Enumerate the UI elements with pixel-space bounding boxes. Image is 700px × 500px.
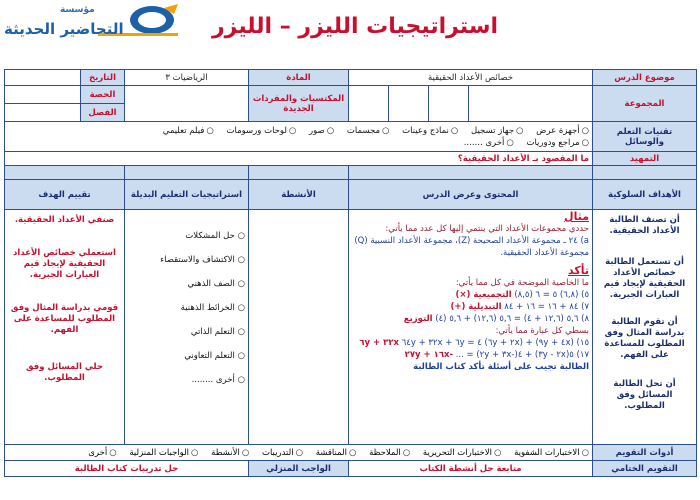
vocab-label: المكتسبات والمفردات الجديدة xyxy=(249,86,349,122)
objective-item: أن تصنف الطالبة الأعداد الحقيقية. xyxy=(609,215,680,236)
check-property: التبديلية (+) xyxy=(450,302,502,312)
check-expr: ٧) ٨٤ + ١٦ = ١٦ + ٨٤ xyxy=(504,302,590,312)
simplify-expr: ١٧) ٥(٢x - ٣y) + ٤(-٣x + ٢y) = ... xyxy=(455,350,590,360)
homework-value: حل تدريبات كتاب الطالبة xyxy=(5,461,249,477)
date-label: التاريخ xyxy=(81,70,125,86)
intro-question: ما المقصود بـ الأعداد الحقيقية؟ xyxy=(5,152,593,166)
check-property: التجميعية (×) xyxy=(455,290,512,300)
check-line xyxy=(352,289,589,301)
tech-option[interactable]: ○ نماذج وعينات xyxy=(402,125,458,137)
strategy-item[interactable]: ○ الخرائط الذهنية xyxy=(128,302,245,314)
objective-item: أن تحل الطالبة المسائل وفق المطلوب. xyxy=(613,379,676,411)
tech-option[interactable]: ○ لوحات ورسومات xyxy=(227,125,297,137)
period-label: الحصة xyxy=(81,86,125,104)
topic-value: خصائص الأعداد الحقيقية xyxy=(349,70,593,86)
activities-header: الأنشطة xyxy=(249,180,349,210)
group-cell-2 xyxy=(429,86,469,122)
check-question: ما الخاصية الموضحة في كل مما يأتي: xyxy=(455,278,590,288)
simplify-line xyxy=(352,337,589,349)
topic-label: موضوع الدرس xyxy=(593,70,697,86)
techniques-options xyxy=(5,122,593,152)
evaluation-cell xyxy=(5,210,125,445)
check-expr: ٥) (٦,٨) ٥ = ٦ (٨,٥) xyxy=(514,290,590,300)
final-eval-value: متابعة حل أنشطة الكتاب xyxy=(349,461,593,477)
spacer-cell xyxy=(5,166,125,180)
spacer-cell xyxy=(349,166,593,180)
group-cell-1 xyxy=(469,86,593,122)
tools-options xyxy=(5,445,593,461)
tool-option[interactable]: ○ الأنشطة xyxy=(211,448,249,458)
group-label: المجموعة xyxy=(593,86,697,122)
homework-label: الواجب المنزلي xyxy=(249,461,349,477)
strategy-item[interactable]: ○ التعلم التعاوني xyxy=(128,350,245,362)
intro-label: التمهيد xyxy=(593,152,697,166)
content-header: المحتوى وعرض الدرس xyxy=(349,180,593,210)
check-line xyxy=(352,313,589,325)
tool-option[interactable]: ○ الاختبارات الشفوية xyxy=(514,448,589,458)
spacer-cell xyxy=(249,166,349,180)
evaluation-item: صنفي الأعداد الحقيقية. xyxy=(14,215,115,225)
evaluation-item: استعملي خصائص الأعداد الحقيقية لإيجاد قيم العبارات الجبرية. xyxy=(13,248,116,280)
tech-option[interactable]: ○ جهاز تسجيل xyxy=(471,125,523,137)
logo-tag: مؤسسة xyxy=(60,5,95,15)
strategy-item[interactable]: ○ أخرى ........ xyxy=(128,374,245,386)
strategies-cell xyxy=(125,210,249,445)
strategy-item[interactable]: ○ الصف الذهني xyxy=(128,278,245,290)
content-cell xyxy=(349,210,593,445)
spacer-cell xyxy=(125,166,249,180)
check-expr: ٨) ٥,٦ (١٢,٦ + ٤) = ٥,٦ (١٢,٦) + ٥,٦ (٤) xyxy=(435,314,590,324)
spacer-cell xyxy=(593,166,697,180)
class-label: الفصل xyxy=(81,104,125,122)
tool-option[interactable]: ○ الاختبارات التحريرية xyxy=(423,448,501,458)
objectives-cell xyxy=(593,210,697,445)
evaluation-header: تقييم الهدف xyxy=(5,180,125,210)
final-eval-label: التقويم الختامي xyxy=(593,461,697,477)
objectives-header: الأهداف السلوكية xyxy=(593,180,697,210)
page-title: استراتيجيات الليزر – الليزر xyxy=(211,14,499,39)
objective-item: أن تستعمل الطالبة خصائص الأعداد الحقيقية لإيجاد قيم العبارات الجبرية. xyxy=(603,257,686,300)
strategies-header: استراتيجيات التعليم البديلة xyxy=(125,180,249,210)
tool-option[interactable]: ○ المناقشة xyxy=(316,448,357,458)
tech-option[interactable]: ○ مجسمات xyxy=(347,125,390,137)
subject-value: الرياضيات ٣ xyxy=(125,70,249,86)
example-answer: a) ٢٤ ـ مجموعة الأعداد الصحيحة (Z)، مجموعة الأعداد النسبية (Q) مجموعة الأعداد الحقيقية. xyxy=(354,236,590,258)
tech-option[interactable]: ○ فيلم تعليمي xyxy=(163,125,214,137)
logo xyxy=(2,2,184,44)
strategy-item[interactable]: ○ الاكتشاف والاستقصاء xyxy=(128,254,245,266)
tool-option[interactable]: ○ أخرى xyxy=(88,448,116,458)
period-value xyxy=(5,86,81,104)
date-value xyxy=(5,70,81,86)
tool-option[interactable]: ○ الواجبات المنزلية xyxy=(129,448,198,458)
simplify-expr: ١٥) (٤x + ٩y) + (٢x + ٦y) ٤ = ٦y + ٣٢x + ٦٤y xyxy=(401,338,590,348)
simplify-line xyxy=(352,349,589,361)
tech-option[interactable]: ○ أجهزة عرض xyxy=(536,125,589,137)
group-cell-3 xyxy=(389,86,429,122)
simplify-question: بسطي كل عبارة مما يأتي: xyxy=(495,326,590,336)
tools-label: أدوات التقويم xyxy=(593,445,697,461)
logo-name: التحاضير الحديثة xyxy=(4,20,124,38)
homework-note: الطالبة تجيب على أسئلة تأكد كتاب الطالبة xyxy=(413,362,590,372)
check-property: التوزيع xyxy=(403,314,433,324)
vocab-value xyxy=(125,86,249,122)
class-value xyxy=(5,104,81,122)
evaluation-item: قومي بدراسة المثال وفق المطلوب للمساعدة على الفهم. xyxy=(10,303,119,335)
strategy-item[interactable]: ○ حل المشكلات xyxy=(128,230,245,242)
lesson-table xyxy=(4,69,697,477)
simplify-result: ٣٢x + ٦y xyxy=(359,338,399,348)
techniques-label: تقنيات التعلم والوسائل xyxy=(593,122,697,152)
example-title: مثال xyxy=(564,210,590,223)
evaluation-item: حلي المسائل وفق المطلوب. xyxy=(25,362,104,383)
tool-option[interactable]: ○ الملاحظة xyxy=(369,448,410,458)
check-line xyxy=(352,301,589,313)
subject-label: المادة xyxy=(249,70,349,86)
objective-item: أن تقوم الطالبة بدراسة المثال وفق المطلوب للمساعدة على الفهم. xyxy=(604,317,685,360)
tech-option[interactable]: ○ مراجع ودوريات xyxy=(526,137,589,149)
strategy-item[interactable]: ○ التعلم الذاتي xyxy=(128,326,245,338)
group-cell-4 xyxy=(349,86,389,122)
tech-option[interactable]: ○ أخرى ....... xyxy=(464,137,514,149)
activities-cell xyxy=(249,210,349,445)
tech-option[interactable]: ○ صور xyxy=(309,125,334,137)
tool-option[interactable]: ○ التدريبات xyxy=(262,448,303,458)
example-question: حددي مجموعات الأعداد التي ينتمي إليها كل عدد مما يأتي: xyxy=(385,224,590,234)
check-title: تأكد xyxy=(568,264,590,277)
simplify-result: -١٦x + ٢٧y xyxy=(404,350,454,360)
